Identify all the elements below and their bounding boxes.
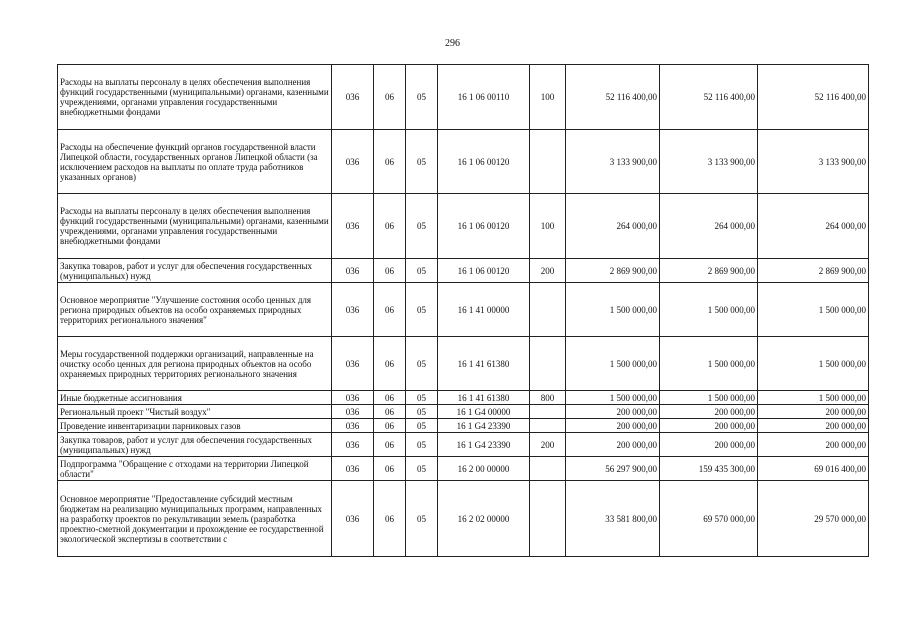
cell-section: 06 bbox=[374, 391, 406, 405]
budget-table bbox=[57, 64, 869, 557]
cell-expense-type bbox=[530, 457, 566, 481]
cell-target: 16 1 41 00000 bbox=[438, 283, 530, 337]
cell-sum1: 200 000,00 bbox=[566, 433, 660, 457]
cell-section: 06 bbox=[374, 65, 406, 130]
table-row bbox=[58, 457, 869, 481]
cell-sum3: 200 000,00 bbox=[758, 433, 869, 457]
cell-sum3: 29 570 000,00 bbox=[758, 481, 869, 557]
table-row bbox=[58, 194, 869, 259]
cell-section: 06 bbox=[374, 130, 406, 194]
page-number: 296 bbox=[445, 38, 460, 49]
cell-name: Меры государственной поддержки организаций, направленные на очистку особо ценных для региона природных объектов на особо охраняемых природных территориях регионального значения bbox=[58, 337, 332, 391]
cell-subsection: 05 bbox=[406, 337, 438, 391]
cell-name: Закупка товаров, работ и услуг для обеспечения государственных (муниципальных) нужд bbox=[58, 259, 332, 283]
cell-name: Расходы на обеспечение функций органов государственной власти Липецкой области, государственных органов Липецкой области (за исключением расходов на выплаты по оплате труда работников указанных органов) bbox=[58, 130, 332, 194]
cell-code: 036 bbox=[332, 283, 374, 337]
cell-sum3: 1 500 000,00 bbox=[758, 391, 869, 405]
cell-section: 06 bbox=[374, 283, 406, 337]
table-row bbox=[58, 283, 869, 337]
cell-sum1: 200 000,00 bbox=[566, 405, 660, 419]
cell-sum1: 3 133 900,00 bbox=[566, 130, 660, 194]
cell-subsection: 05 bbox=[406, 433, 438, 457]
table-row bbox=[58, 337, 869, 391]
cell-expense-type: 100 bbox=[530, 194, 566, 259]
cell-subsection: 05 bbox=[406, 419, 438, 433]
cell-expense-type: 100 bbox=[530, 65, 566, 130]
table-row bbox=[58, 419, 869, 433]
cell-sum2: 200 000,00 bbox=[660, 433, 758, 457]
cell-sum1: 2 869 900,00 bbox=[566, 259, 660, 283]
cell-code: 036 bbox=[332, 259, 374, 283]
cell-section: 06 bbox=[374, 457, 406, 481]
cell-section: 06 bbox=[374, 481, 406, 557]
cell-sum3: 3 133 900,00 bbox=[758, 130, 869, 194]
cell-subsection: 05 bbox=[406, 194, 438, 259]
cell-section: 06 bbox=[374, 259, 406, 283]
cell-sum2: 2 869 900,00 bbox=[660, 259, 758, 283]
table-row bbox=[58, 65, 869, 130]
cell-target: 16 2 00 00000 bbox=[438, 457, 530, 481]
cell-sum2: 1 500 000,00 bbox=[660, 391, 758, 405]
cell-sum2: 1 500 000,00 bbox=[660, 337, 758, 391]
cell-subsection: 05 bbox=[406, 130, 438, 194]
cell-name: Проведение инвентаризации парниковых газов bbox=[58, 419, 332, 433]
cell-sum1: 1 500 000,00 bbox=[566, 337, 660, 391]
cell-target: 16 1 41 61380 bbox=[438, 337, 530, 391]
cell-target: 16 1 06 00120 bbox=[438, 130, 530, 194]
cell-sum3: 2 869 900,00 bbox=[758, 259, 869, 283]
cell-code: 036 bbox=[332, 337, 374, 391]
cell-expense-type bbox=[530, 283, 566, 337]
cell-subsection: 05 bbox=[406, 405, 438, 419]
cell-sum3: 69 016 400,00 bbox=[758, 457, 869, 481]
cell-sum2: 264 000,00 bbox=[660, 194, 758, 259]
cell-code: 036 bbox=[332, 391, 374, 405]
table-row bbox=[58, 481, 869, 557]
cell-sum3: 264 000,00 bbox=[758, 194, 869, 259]
cell-sum2: 52 116 400,00 bbox=[660, 65, 758, 130]
cell-name: Основное мероприятие "Предоставление субсидий местным бюджетам на реализацию муниципальных программ, направленных на разработку проектов по рекультивации земель (разработка проектно-сметной документации и прохождение ее государственной экологической экспертизы в соответствии с bbox=[58, 481, 332, 557]
cell-code: 036 bbox=[332, 65, 374, 130]
cell-name: Региональный проект "Чистый воздух" bbox=[58, 405, 332, 419]
cell-code: 036 bbox=[332, 481, 374, 557]
cell-target: 16 1 G4 23390 bbox=[438, 433, 530, 457]
cell-expense-type bbox=[530, 130, 566, 194]
cell-name: Подпрограмма "Обращение с отходами на территории Липецкой области" bbox=[58, 457, 332, 481]
cell-section: 06 bbox=[374, 194, 406, 259]
cell-code: 036 bbox=[332, 405, 374, 419]
cell-code: 036 bbox=[332, 457, 374, 481]
cell-subsection: 05 bbox=[406, 259, 438, 283]
cell-code: 036 bbox=[332, 419, 374, 433]
cell-section: 06 bbox=[374, 337, 406, 391]
cell-name: Закупка товаров, работ и услуг для обеспечения государственных (муниципальных) нужд bbox=[58, 433, 332, 457]
cell-target: 16 2 02 00000 bbox=[438, 481, 530, 557]
cell-subsection: 05 bbox=[406, 481, 438, 557]
cell-target: 16 1 G4 00000 bbox=[438, 405, 530, 419]
cell-target: 16 1 G4 23390 bbox=[438, 419, 530, 433]
cell-code: 036 bbox=[332, 194, 374, 259]
cell-sum3: 1 500 000,00 bbox=[758, 283, 869, 337]
cell-expense-type: 200 bbox=[530, 433, 566, 457]
table-row bbox=[58, 433, 869, 457]
cell-sum1: 33 581 800,00 bbox=[566, 481, 660, 557]
cell-subsection: 05 bbox=[406, 65, 438, 130]
cell-expense-type bbox=[530, 481, 566, 557]
cell-sum1: 264 000,00 bbox=[566, 194, 660, 259]
cell-sum3: 200 000,00 bbox=[758, 405, 869, 419]
cell-section: 06 bbox=[374, 405, 406, 419]
cell-sum2: 69 570 000,00 bbox=[660, 481, 758, 557]
cell-subsection: 05 bbox=[406, 391, 438, 405]
cell-subsection: 05 bbox=[406, 283, 438, 337]
cell-name: Расходы на выплаты персоналу в целях обеспечения выполнения функций государственными (муниципальными) органами, казенными учреждениями, органами управления государственными внебюджетными фондами bbox=[58, 194, 332, 259]
cell-name: Основное мероприятие "Улучшение состояния особо ценных для региона природных объектов на особо охраняемых природных территориях регионального значения" bbox=[58, 283, 332, 337]
cell-section: 06 bbox=[374, 419, 406, 433]
table-row bbox=[58, 130, 869, 194]
table-row bbox=[58, 259, 869, 283]
cell-sum1: 1 500 000,00 bbox=[566, 283, 660, 337]
cell-code: 036 bbox=[332, 433, 374, 457]
cell-code: 036 bbox=[332, 130, 374, 194]
cell-sum3: 52 116 400,00 bbox=[758, 65, 869, 130]
table-row bbox=[58, 391, 869, 405]
cell-sum2: 200 000,00 bbox=[660, 419, 758, 433]
cell-sum1: 56 297 900,00 bbox=[566, 457, 660, 481]
cell-expense-type bbox=[530, 419, 566, 433]
cell-target: 16 1 41 61380 bbox=[438, 391, 530, 405]
cell-name: Иные бюджетные ассигнования bbox=[58, 391, 332, 405]
cell-expense-type: 200 bbox=[530, 259, 566, 283]
cell-sum2: 159 435 300,00 bbox=[660, 457, 758, 481]
cell-section: 06 bbox=[374, 433, 406, 457]
cell-target: 16 1 06 00120 bbox=[438, 194, 530, 259]
cell-sum2: 1 500 000,00 bbox=[660, 283, 758, 337]
cell-sum2: 200 000,00 bbox=[660, 405, 758, 419]
cell-sum1: 1 500 000,00 bbox=[566, 391, 660, 405]
table-row bbox=[58, 405, 869, 419]
cell-sum2: 3 133 900,00 bbox=[660, 130, 758, 194]
cell-target: 16 1 06 00120 bbox=[438, 259, 530, 283]
cell-sum3: 1 500 000,00 bbox=[758, 337, 869, 391]
table-body bbox=[58, 65, 869, 557]
cell-sum1: 52 116 400,00 bbox=[566, 65, 660, 130]
cell-expense-type bbox=[530, 337, 566, 391]
cell-expense-type bbox=[530, 405, 566, 419]
cell-target: 16 1 06 00110 bbox=[438, 65, 530, 130]
cell-name: Расходы на выплаты персоналу в целях обеспечения выполнения функций государственными (муниципальными) органами, казенными учреждениями, органами управления государственными внебюджетными фондами bbox=[58, 65, 332, 130]
cell-expense-type: 800 bbox=[530, 391, 566, 405]
cell-sum3: 200 000,00 bbox=[758, 419, 869, 433]
cell-sum1: 200 000,00 bbox=[566, 419, 660, 433]
cell-subsection: 05 bbox=[406, 457, 438, 481]
